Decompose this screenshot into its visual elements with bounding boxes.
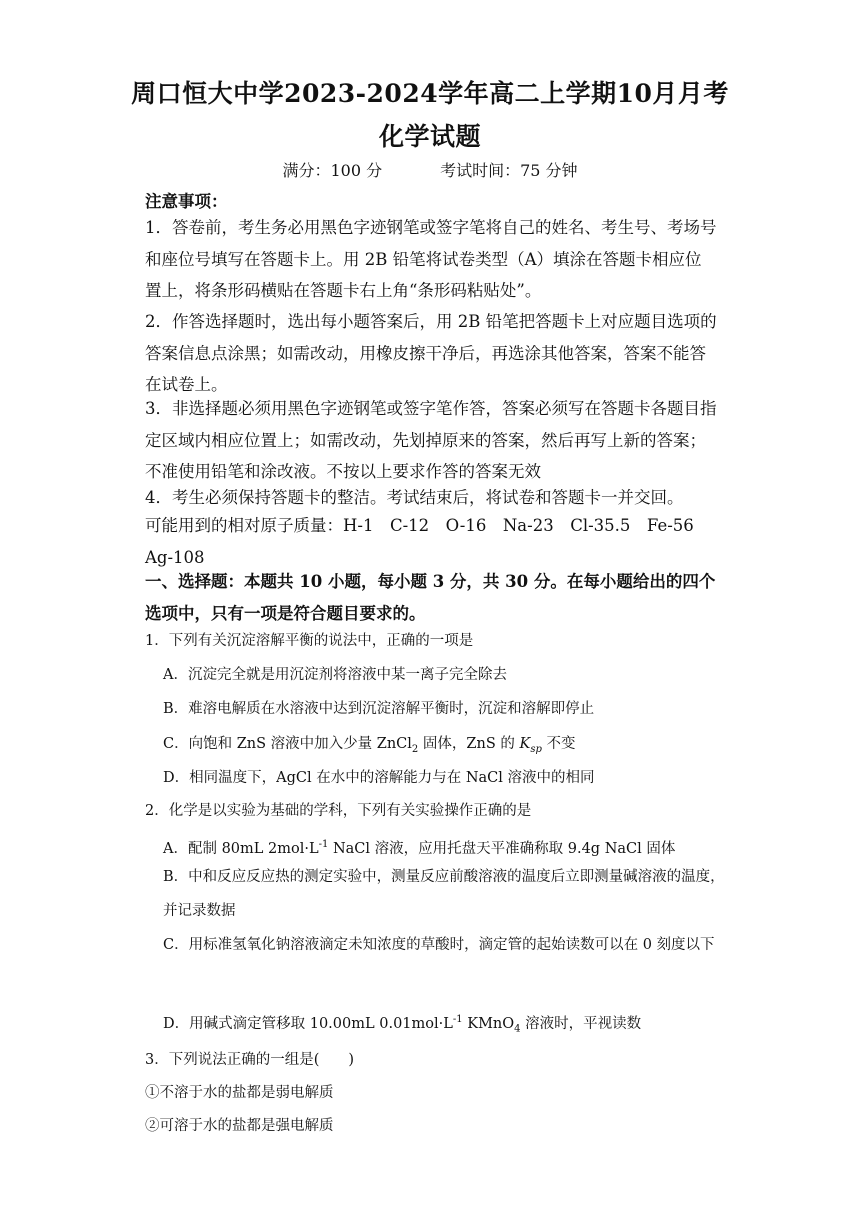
exam-title: 周口恒大中学2023-2024学年高二上学期10月月考 — [131, 79, 729, 108]
q1-option-a: A．沉淀完全就是用沉淀剂将溶液中某一离子完全除去 — [163, 667, 507, 683]
q1-option-c: C．向饱和 ZnS 溶液中加入少量 ZnCl$_2$ 固体，ZnS 的 $K_{sp}$ 不变 — [163, 736, 576, 755]
notice-item-4: 4．考生必须保持答题卡的整洁。考试结束后，将试卷和答题卡一并交回。 — [145, 488, 684, 507]
question-2-stem: 2．化学是以实验为基础的学科，下列有关实验操作正确的是 — [145, 803, 532, 819]
exam-subject-title: 化学试题 — [378, 122, 481, 151]
q1-option-d: D．相同温度下，AgCl 在水中的溶解能力与在 NaCl 溶液中的相同 — [163, 770, 595, 786]
notice-item-3: 3．非选择题必须用黑色字迹钢笔或签字笔作答，答案必须写在答题卡各题目指定区域内相应位置上；如需改动，先划掉原来的答案，然后再写上新的答案；不准使用铅笔和涂改液。不按以上要求作答的答案无效 — [145, 399, 717, 481]
exam-meta — [0, 158, 860, 181]
q3-statement-1: ①不溶于水的盐都是弱电解质 — [145, 1085, 334, 1101]
q2-option-d: D．用碱式滴定管移取 10.00mL $0.01mol\cdot L^{-1}$ KMnO$_4$ 溶液时，平视读数 — [163, 1014, 642, 1035]
exam-time: 考试时间：75 分钟 — [440, 161, 578, 180]
question-3-stem: 3．下列说法正确的一组是( ) — [145, 1052, 355, 1068]
notice-item-1: 1．答卷前，考生务必用黑色字迹钢笔或签字笔将自己的姓名、考生号、考场号和座位号填写在答题卡上。用 2B 铅笔将试卷类型（A）填涂在答题卡相应位置上，将条形码横贴在答题卡右上角“条形码粘贴处”。 — [145, 218, 717, 300]
q2-option-c: C．用标准氢氧化钠溶液滴定未知浓度的草酸时，滴定管的起始读数可以在 0 刻度以下 — [163, 937, 715, 953]
full-score: 满分：100 分 — [282, 161, 383, 180]
q2-option-b: B．中和反应反应热的测定实验中，测量反应前酸溶液的温度后立即测量碱溶液的温度，并记录数据 — [163, 869, 725, 919]
section-1-heading: 一、选择题：本题共 10 小题，每小题 3 分，共 30 分。在每小题给出的四个选项中，只有一项是符合题目要求的。 — [145, 572, 716, 623]
question-1-stem: 1．下列有关沉淀溶解平衡的说法中，正确的一项是 — [145, 633, 474, 649]
q2-option-a: A．配制 80mL $2mol\cdot L^{-1}$ NaCl 溶液，应用托盘天平准确称取 9.4g NaCl 固体 — [163, 839, 676, 857]
notice-heading: 注意事项： — [145, 192, 228, 211]
q1-option-b: B．难溶电解质在水溶液中达到沉淀溶解平衡时，沉淀和溶解即停止 — [163, 701, 595, 717]
notice-item-2: 2．作答选择题时，选出每小题答案后，用 2B 铅笔把答题卡上对应题目选项的答案信息点涂黑；如需改动，用橡皮擦干净后，再选涂其他答案，答案不能答在试卷上。 — [145, 312, 717, 394]
q3-statement-2: ②可溶于水的盐都是强电解质 — [145, 1118, 334, 1134]
atomic-mass-line: 可能用到的相对原子质量：H-1 C-12 O-16 Na-23 Cl-35.5 Fe-56 Ag-108 — [145, 516, 711, 567]
